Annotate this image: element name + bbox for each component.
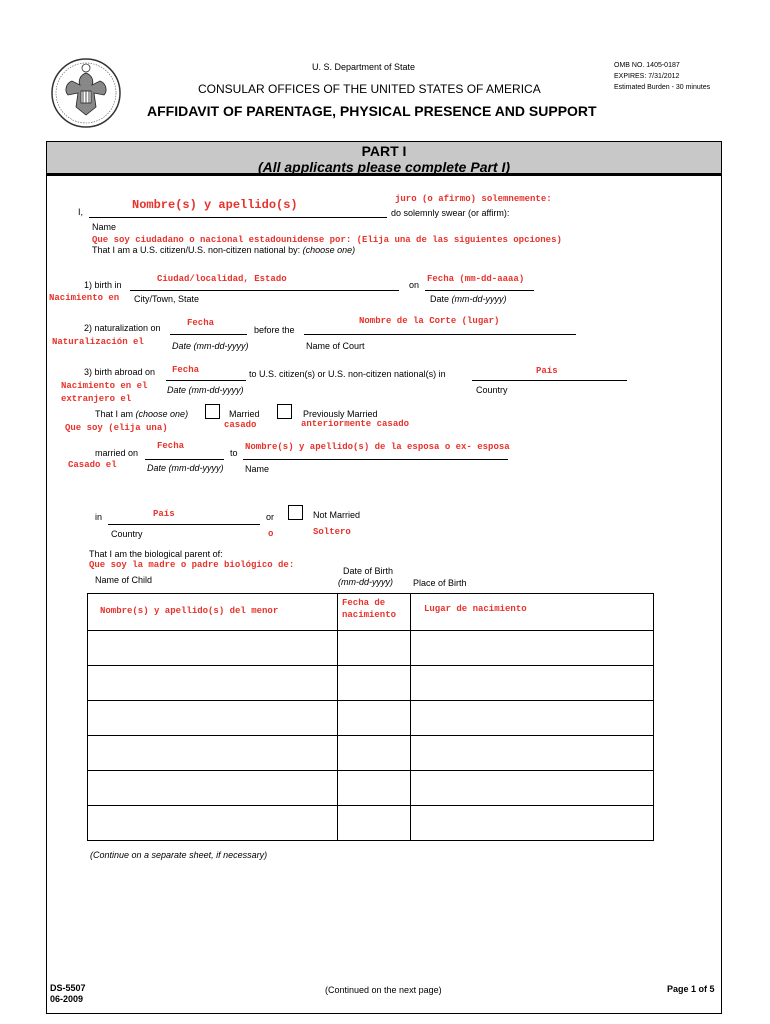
part-header [47,142,721,176]
child-name-cell[interactable] [88,806,338,841]
marital-choose-one: (choose one) [135,409,189,419]
i-label: I, [78,207,84,217]
abroad-date-label: Date (mm-dd-yyyy) [167,385,244,395]
child-place-cell[interactable] [411,701,654,736]
swear-label: do solemnly swear (or affirm): [391,208,510,218]
part-subtitle: (All applicants please complete Part I) [257,159,511,175]
date-of-birth-label: Date of Birth [343,566,394,576]
that-i-am-text: That I am [95,409,134,419]
to-label: to [230,448,238,458]
child-dob-header-line1: Fecha de [342,598,386,608]
table-row [88,631,654,666]
choose-one-note: (choose one) [302,245,356,255]
children-table [87,593,654,841]
child-name-cell[interactable] [88,736,338,771]
child-place-header [411,594,654,631]
child-dob-cell[interactable] [338,631,411,666]
previously-married-spanish-label: anteriormente casado [301,419,410,429]
child-name-cell[interactable] [88,631,338,666]
previously-married-label: Previously Married [303,409,378,419]
previously-married-checkbox[interactable] [277,404,292,419]
abroad-date-value[interactable]: Fecha [172,365,200,375]
birth-date-line [425,290,534,291]
birth-abroad-label: 3) birth abroad on [84,367,156,377]
not-married-checkbox[interactable] [288,505,303,520]
us-department-of-state-seal [50,57,122,129]
form-date: 06-2009 [50,994,84,1004]
married-spanish-label: casado [224,420,257,430]
birth-date-label-text: Date [430,294,450,304]
marital-spanish-label: Que soy (elija una) [65,423,168,433]
citizen-english-text: That I am a U.S. citizen/U.S. non-citizen national by: [92,245,301,255]
abroad-spanish-label-2: extranjero el [61,394,132,404]
biological-parent-english: That I am the biological parent of: [89,549,223,559]
child-dob-cell[interactable] [338,806,411,841]
table-row [88,701,654,736]
table-row [88,736,654,771]
child-name-header [88,594,338,631]
form-title: AFFIDAVIT OF PARENTAGE, PHYSICAL PRESENCE AND SUPPORT [147,103,597,119]
birth-spanish-label: Nacimiento en [49,293,120,303]
city-town-label: City/Town, State [134,294,200,304]
child-name-cell[interactable] [88,666,338,701]
part-title: PART I [361,143,407,159]
name-of-child-label: Name of Child [95,575,153,585]
place-of-birth-label: Place of Birth [413,578,467,588]
child-dob-header-line2: nacimiento [342,610,397,620]
abroad-spanish-label-1: Nacimiento en el [61,381,148,391]
married-checkbox[interactable] [205,404,220,419]
naturalization-date-value[interactable]: Fecha [187,318,215,328]
marriage-country-value[interactable]: País [153,509,175,519]
name-label: Name [92,222,117,232]
abroad-country-value[interactable]: País [536,366,558,376]
spouse-name-value[interactable]: Nombre(s) y apellido(s) de la esposa o ex- esposa [245,442,510,452]
citizen-spanish: Que soy ciudadano o nacional estadounidense por: (Elija una de las siguientes opciones) [92,235,562,245]
birth-date-format: (mm-dd-yyyy) [451,294,507,304]
child-place-cell[interactable] [411,736,654,771]
child-dob-cell[interactable] [338,736,411,771]
birth-date-label [430,294,507,304]
o-label: o [268,529,274,539]
child-name-cell[interactable] [88,701,338,736]
table-header-row [88,594,654,631]
not-married-label: Not Married [313,510,361,520]
abroad-date-line [166,380,246,381]
page-number: Page 1 of 5 [667,984,715,994]
naturalization-label: 2) naturalization on [84,323,161,333]
name-of-court-label: Name of Court [306,341,365,351]
marriage-date-value[interactable]: Fecha [157,441,185,451]
naturalization-date-line [170,334,247,335]
child-name-cell[interactable] [88,771,338,806]
table-row [88,771,654,806]
soltero-label: Soltero [313,527,351,537]
naturalization-spanish-label: Naturalización el [52,337,144,347]
form-number: DS-5507 [50,983,86,993]
child-name-header-text: Nombre(s) y apellido(s) del menor [100,606,279,616]
continue-note: (Continue on a separate sheet, if necessary) [90,850,268,860]
estimated-burden: Estimated Burden - 30 minutes [614,84,711,91]
consular-offices: CONSULAR OFFICES OF THE UNITED STATES OF AMERICA [198,82,541,96]
department-name: U. S. Department of State [312,62,416,72]
omb-number: OMB NO. 1405-0187 [614,62,680,69]
child-dob-cell[interactable] [338,666,411,701]
court-line [304,334,576,335]
continued-note: (Continued on the next page) [325,985,442,995]
spouse-name-line [243,459,508,460]
table-row [88,666,654,701]
child-dob-header [338,594,411,631]
marriage-date-label: Date (mm-dd-yyyy) [147,463,224,473]
or-label: or [266,512,275,522]
child-place-cell[interactable] [411,806,654,841]
date-of-birth-format: (mm-dd-yyyy) [338,577,393,587]
citizen-english [92,245,355,255]
casado-el-label: Casado el [68,460,117,470]
court-value[interactable]: Nombre de la Corte (lugar) [359,316,500,326]
child-place-cell[interactable] [411,771,654,806]
child-place-cell[interactable] [411,631,654,666]
expiration: EXPIRES: 7/31/2012 [614,73,680,80]
to-us-citizens-label: to U.S. citizen(s) or U.S. non-citizen national(s) in [249,369,446,379]
name-field-line [89,217,387,218]
abroad-country-line [472,380,627,381]
that-i-am-label [95,409,188,419]
birth-label: 1) birth in [84,280,122,290]
before-the-label: before the [254,325,295,335]
birth-date-value[interactable]: Fecha (mm-dd-aaaa) [427,274,525,284]
name-field-value[interactable]: Nombre(s) y apellido(s) [132,198,298,212]
swear-value: juro (o afirmo) solemnemente: [395,194,552,204]
marriage-country-line [108,524,260,525]
spouse-name-label: Name [245,464,270,474]
child-dob-cell[interactable] [338,771,411,806]
marriage-date-line [145,459,224,460]
married-label: Married [229,409,260,419]
married-on-label: married on [95,448,139,458]
abroad-country-label: Country [476,385,508,395]
child-place-cell[interactable] [411,666,654,701]
birth-city-line [130,290,399,291]
biological-parent-spanish: Que soy la madre o padre biológico de: [89,560,295,570]
birth-city-value[interactable]: Ciudad/localidad, Estado [157,274,287,284]
child-place-header-text: Lugar de nacimiento [424,604,527,614]
child-dob-cell[interactable] [338,701,411,736]
naturalization-date-label: Date (mm-dd-yyyy) [172,341,249,351]
table-row [88,806,654,841]
in-label: in [95,512,103,522]
marriage-country-label: Country [111,529,143,539]
on-label: on [409,280,420,290]
